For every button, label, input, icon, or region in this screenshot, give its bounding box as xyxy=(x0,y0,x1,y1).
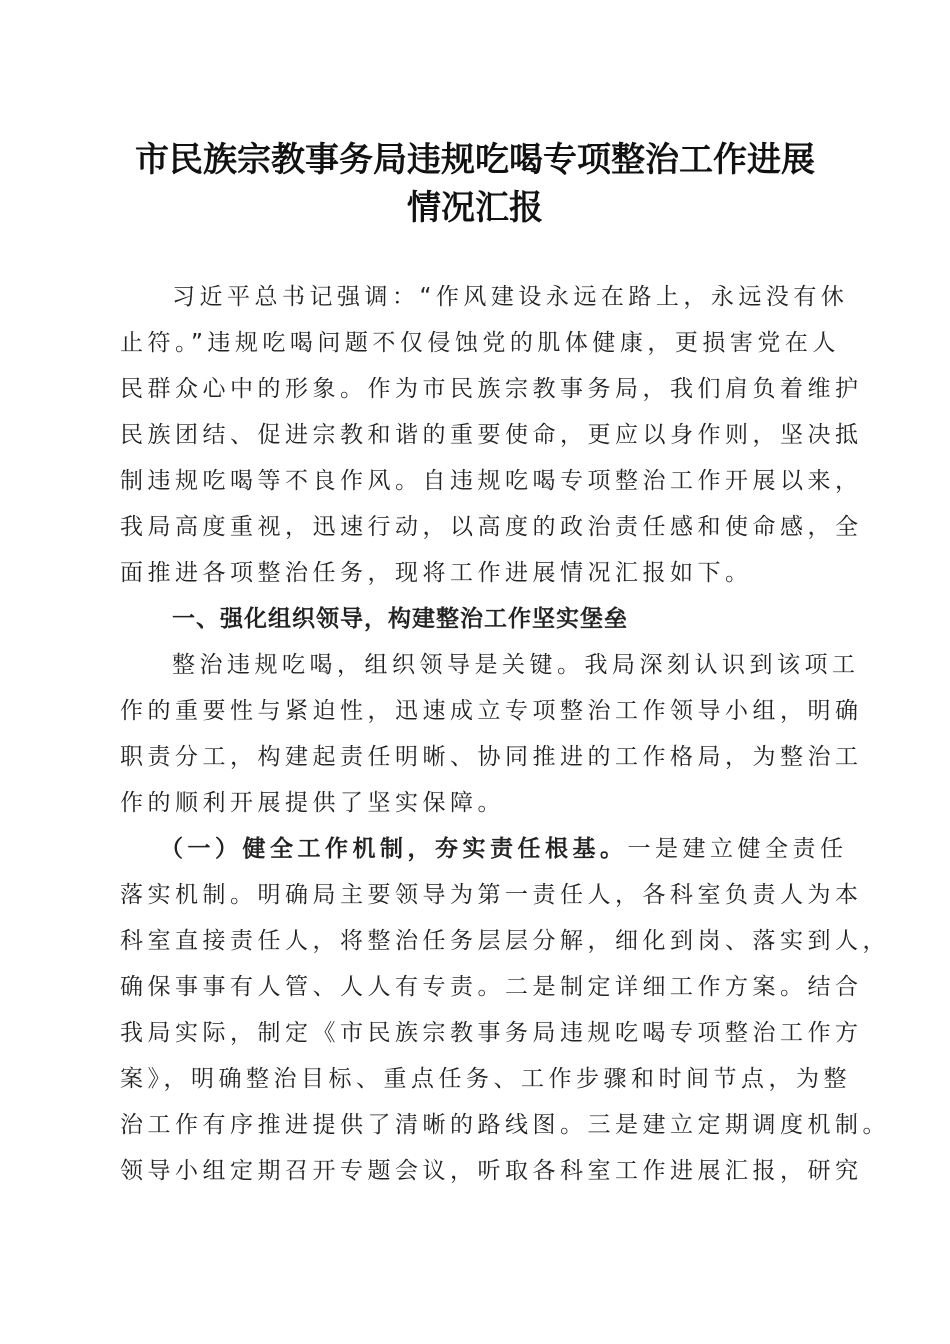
document-title xyxy=(80,136,870,232)
subsection-line: 科室直接责任人，将整治任务层层分解，细化到岗、落实到人， xyxy=(120,928,890,954)
subsection-line: 领导小组定期召开专题会议，听取各科室工作进展汇报，研究 xyxy=(120,1158,863,1184)
subsection-line: 治工作有序推进提供了清晰的路线图。三是建立定期调度机制。 xyxy=(120,1112,890,1138)
subsection-first-rest: 一是建立健全责任 xyxy=(627,836,848,862)
subsection-heading: （一）健全工作机制，夯实责任根基。 xyxy=(160,836,628,862)
section1-line: 职责分工，构建起责任明晰、协同推进的工作格局，为整治工 xyxy=(120,744,863,770)
intro-line: 我局高度重视，迅速行动，以高度的政治责任感和使命感，全 xyxy=(120,514,863,540)
subsection-line: 确保事事有人管、人人有专责。二是制定详细工作方案。结合 xyxy=(120,974,863,1000)
section1-line: 作的重要性与紧迫性，迅速成立专项整治工作领导小组，明确 xyxy=(120,698,863,724)
intro-line: 民群众心中的形象。作为市民族宗教事务局，我们肩负着维护 xyxy=(120,376,863,402)
intro-line: 民族团结、促进宗教和谐的重要使命，更应以身作则，坚决抵 xyxy=(120,422,863,448)
section1-line: 整治违规吃喝，组织领导是关键。我局深刻认识到该项工 xyxy=(172,652,860,678)
title-line-1: 市民族宗教事务局违规吃喝专项整治工作进展 xyxy=(135,140,815,180)
title-line-2: 情况汇报 xyxy=(407,188,543,228)
subsection-line: 落实机制。明确局主要领导为第一责任人，各科室负责人为本 xyxy=(120,882,863,908)
subsection-line: 案》，明确整治目标、重点任务、工作步骤和时间节点，为整 xyxy=(120,1066,851,1092)
subsection-first-line xyxy=(120,826,860,872)
subsection-line: 我局实际，制定《市民族宗教事务局违规吃喝专项整治工作方 xyxy=(120,1020,863,1046)
intro-line: 习近平总书记强调：“作风建设永远在路上，永远没有休 xyxy=(172,284,849,310)
intro-line: 面推进各项整治任务，现将工作进展情况汇报如下。 xyxy=(120,560,753,586)
section-heading: 一、强化组织领导，构建整治工作坚实堡垒 xyxy=(172,606,628,632)
section1-line: 作的顺利开展提供了坚实保障。 xyxy=(120,790,505,816)
intro-line: 止符。”违规吃喝问题不仅侵蚀党的肌体健康，更损害党在人 xyxy=(120,330,840,356)
intro-line: 制违规吃喝等不良作风。自违规吃喝专项整治工作开展以来， xyxy=(120,468,863,494)
document-body xyxy=(120,274,890,1194)
